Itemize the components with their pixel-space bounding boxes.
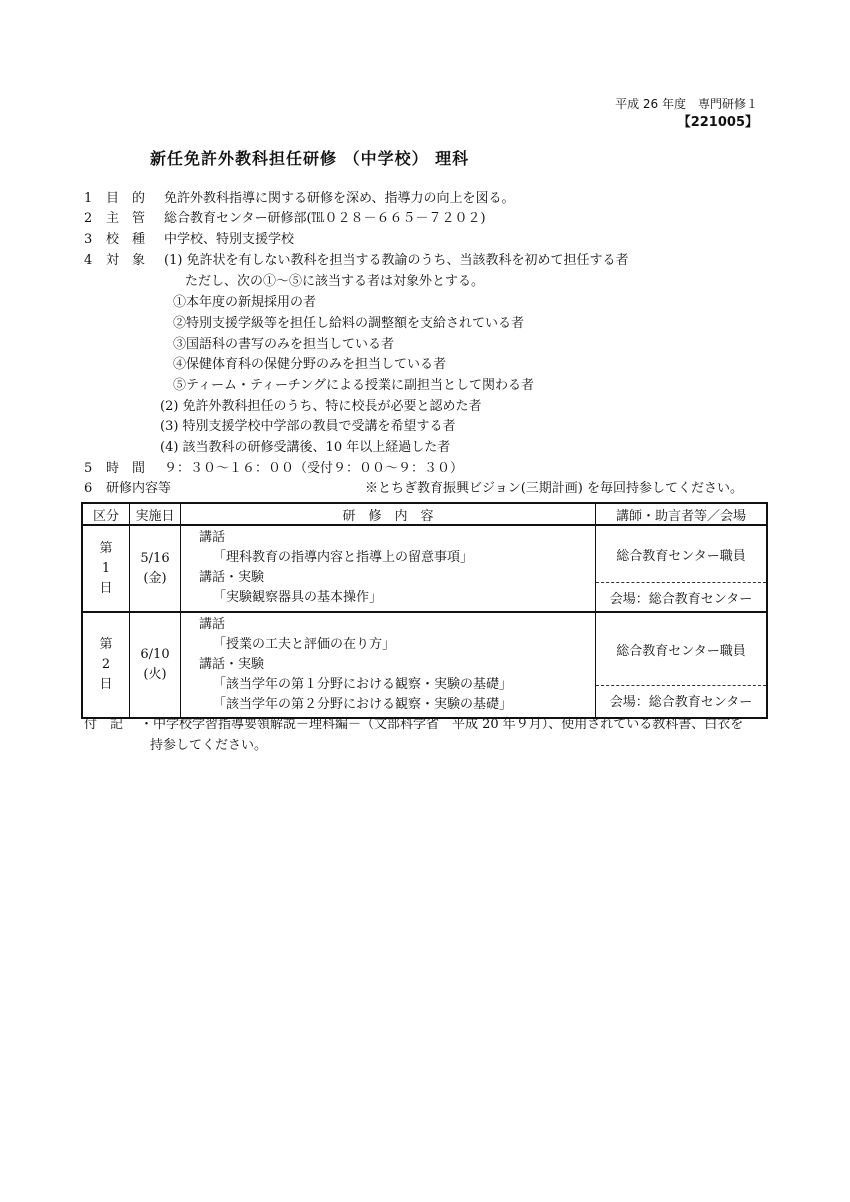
- content-cell: 講話 「理科教育の指導内容と指導上の留意事項」 講話・実験 「実験観察器具の基本操作」: [181, 525, 596, 612]
- sub-target-2: (2) 免許外教科担任のうち、特に校長が必要と認めた者: [160, 399, 482, 414]
- exclusion-5: ⑤ティーム・ティーチングによる授業に副担当として関わる者: [173, 378, 535, 393]
- item-purpose: 1 目 的 免許外教科指導に関する研修を深め、指導力の向上を図る。: [84, 191, 515, 206]
- item-time: 5 時 間 ９：３０～１６：００（受付９：００～９：３０）: [84, 461, 464, 476]
- venue: 会場：総合教育センター: [609, 694, 753, 710]
- footnote-line-2: 持参してください。: [150, 738, 268, 753]
- content-cell: 講話 「授業の工夫と評価の在り方」 講話・実験 「該当学年の第１分野における観察・実験の基礎」 「該当学年の第２分野における観察・実験の基礎」: [181, 612, 596, 718]
- exclusion-1: ①本年度の新規採用の者: [173, 295, 317, 310]
- exclusion-2: ②特別支援学級等を担任し給料の調整額を支給されている者: [173, 316, 525, 331]
- lecturer-name: 総合教育センター職員: [596, 526, 766, 583]
- exclusion-4: ④保健体育科の保健分野のみを担当している者: [173, 357, 447, 372]
- table-row: [82, 525, 767, 612]
- lecturer-cell: [596, 525, 768, 612]
- table-header-row: [82, 503, 767, 525]
- item-organizer: 2 主 管 総合教育センター研修部(℡０２８－６６５－７２０２): [84, 211, 486, 226]
- date-cell: 5/16 (金): [130, 525, 181, 612]
- header-content: 研 修 内 容: [181, 503, 596, 525]
- year-label: 平成 26 年度 専門研修１: [615, 97, 758, 111]
- header-date: 実施日: [130, 503, 181, 525]
- schedule-table: [81, 502, 768, 719]
- footnote-label: 付 記: [84, 717, 124, 732]
- course-code: 【221005】: [677, 115, 758, 130]
- item-content-heading: 6 研修内容等: [84, 481, 172, 496]
- sub-target-3: (3) 特別支援学校中学部の教員で受講を希望する者: [160, 419, 456, 434]
- table-row: [82, 612, 767, 718]
- lecturer-cell: [596, 612, 768, 718]
- day-cell: 第 1 日: [82, 525, 130, 612]
- item-school-type: 3 校 種 中学校、特別支援学校: [84, 232, 295, 247]
- item-target: 4 対 象 (1) 免許状を有しない教科を担当する教諭のうち、当該教科を初めて担任する者: [84, 253, 629, 268]
- target-note: ただし、次の①～⑤に該当する者は対象外とする。: [185, 274, 485, 289]
- date-cell: 6/10 (火): [130, 612, 181, 718]
- lecturer-name: 総合教育センター職員: [596, 613, 766, 686]
- venue: 会場：総合教育センター: [609, 591, 753, 607]
- exclusion-3: ③国語科の書写のみを担当している者: [173, 337, 395, 352]
- footnote-line-1: ・中学校学習指導要領解説－理科編－（文部科学省 平成 20 年９月）、使用されている教科書、白衣を: [140, 717, 744, 732]
- vision-note: ※とちぎ教育振興ビジョン(三期計画) を毎回持参してください。: [365, 481, 744, 496]
- page-title: 新任免許外教科担任研修 （中学校） 理科: [150, 149, 470, 168]
- header-category: 区分: [82, 503, 130, 525]
- header-lecturer: 講師・助言者等／会場: [596, 503, 768, 525]
- day-cell: 第 2 日: [82, 612, 130, 718]
- sub-target-4: (4) 該当教科の研修受講後、10 年以上経過した者: [160, 440, 451, 455]
